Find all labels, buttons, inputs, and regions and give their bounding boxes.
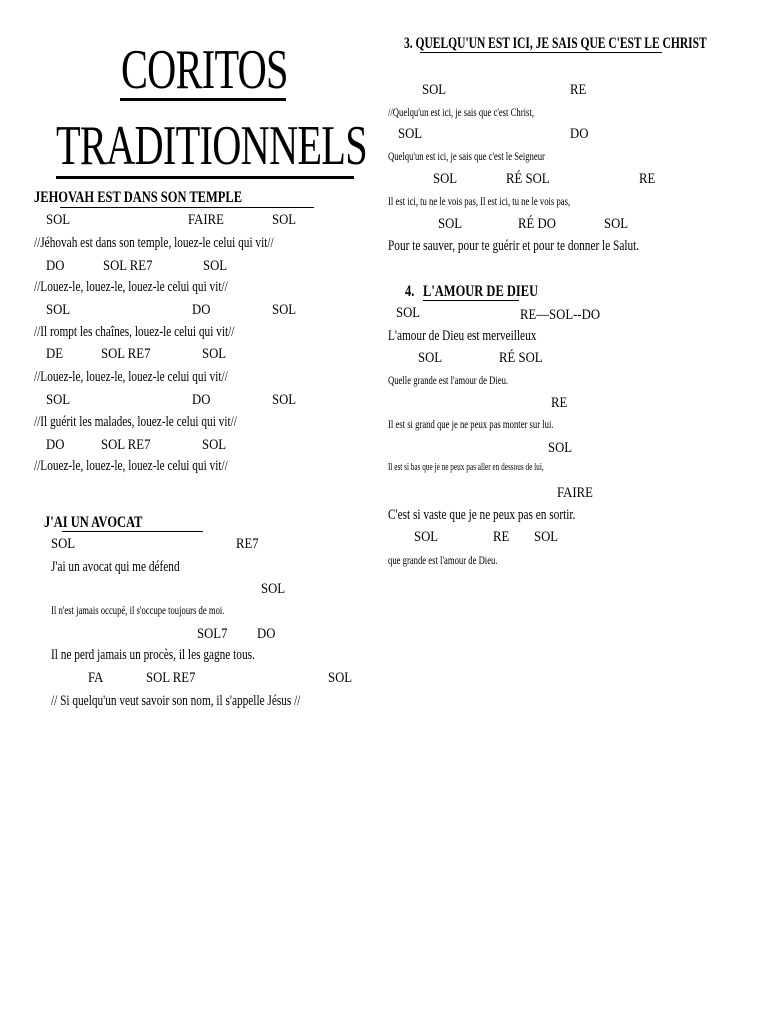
chord: DO: [192, 392, 211, 408]
chord: FA: [88, 670, 104, 686]
chord: RE: [493, 529, 510, 545]
chord: SOL RE7: [103, 258, 153, 274]
song-number: 4.: [405, 283, 415, 300]
lyric-line: //Il guérit les malades, louez-le celui qui vit//: [34, 414, 237, 430]
chord: RÉ SOL: [499, 350, 543, 366]
chord: DE: [46, 346, 63, 362]
chord: DO: [46, 258, 65, 274]
chord: SOL: [202, 437, 227, 453]
lyric-line: L'amour de Dieu est merveilleux: [388, 328, 537, 344]
chord: SOL: [418, 350, 443, 366]
chord: DO: [46, 437, 65, 453]
chord: RE: [570, 82, 587, 98]
chord: SOL: [272, 392, 297, 408]
chord: SOL: [604, 216, 629, 232]
chord: SOL: [414, 529, 439, 545]
song-heading: 3. QUELQU'UN EST ICI, JE SAIS QUE C'EST LE CHRIST: [404, 35, 707, 52]
chord: SOL: [272, 212, 297, 228]
heading-underline: [420, 52, 662, 53]
chord: SOL RE7: [146, 670, 196, 686]
song-heading: J'AI UN AVOCAT: [44, 514, 143, 531]
chord: SOL: [46, 302, 71, 318]
chord: SOL: [548, 440, 573, 456]
chord: SOL: [398, 126, 423, 142]
lyric-line: //Il rompt les chaînes, louez-le celui qui vit//: [34, 324, 235, 340]
title-line-1: CORITOS: [121, 39, 288, 101]
chord: SOL: [46, 392, 71, 408]
lyric-line: C'est si vaste que je ne peux pas en sortir.: [388, 507, 576, 523]
song-heading: JEHOVAH EST DANS SON TEMPLE: [34, 189, 243, 206]
chord: RÉ DO: [518, 216, 556, 232]
chord: RÉ SOL: [506, 171, 550, 187]
heading-underline: [60, 207, 314, 208]
chord: SOL: [396, 305, 421, 321]
heading-underline: [62, 531, 203, 532]
chord: SOL: [203, 258, 228, 274]
lyric-line: Quelle grande est l'amour de Dieu.: [388, 373, 509, 387]
song-heading: L'AMOUR DE DIEU: [423, 283, 539, 300]
chord: RE7: [236, 536, 259, 552]
chord: SOL: [328, 670, 353, 686]
title-underline-1: [120, 98, 286, 101]
lyric-line: //Louez-le, louez-le, louez-le celui qui vit//: [34, 279, 228, 295]
chord: RE—SOL--DO: [520, 307, 601, 323]
lyric-line: // Si quelqu'un veut savoir son nom, il s'appelle Jésus //: [51, 693, 301, 709]
chord: DO: [257, 626, 276, 642]
chord: SOL: [51, 536, 76, 552]
lyric-line: //Jéhovah est dans son temple, louez-le celui qui vit//: [34, 235, 274, 251]
lyric-line: Il est si grand que je ne peux pas monter sur lui.: [388, 417, 554, 431]
lyric-line: Il est ici, tu ne le vois pas, Il est ici, tu ne le vois pas,: [388, 194, 571, 208]
lyric-line: J'ai un avocat qui me défend: [51, 559, 180, 575]
chord: RE: [639, 171, 656, 187]
chord: SOL: [202, 346, 227, 362]
lyric-line: Il est si bas que je ne peux pas aller en dessous de lui,: [388, 461, 544, 473]
chord: SOL: [438, 216, 463, 232]
chord: FAIRE: [188, 212, 224, 228]
chord: SOL: [422, 82, 447, 98]
lyric-line: Il ne perd jamais un procès, il les gagne tous.: [51, 647, 255, 663]
chord: DO: [192, 302, 211, 318]
chord: DO: [570, 126, 589, 142]
lyric-line: Pour te sauver, pour te guérir et pour te donner le Salut.: [388, 238, 640, 254]
chord: SOL: [534, 529, 559, 545]
lyric-line: Quelqu'un est ici, je sais que c'est le Seigneur: [388, 149, 545, 163]
chord: SOL: [272, 302, 297, 318]
lyric-line: //Louez-le, louez-le, louez-le celui qui vit//: [34, 458, 228, 474]
chord: SOL RE7: [101, 437, 151, 453]
title-underline-2: [56, 176, 354, 179]
chord: SOL RE7: [101, 346, 151, 362]
lyric-line: que grande est l'amour de Dieu.: [388, 553, 498, 567]
title-line-2: TRADITIONNELS: [56, 115, 367, 177]
chord: SOL7: [197, 626, 228, 642]
chord: SOL: [46, 212, 71, 228]
lyric-line: Il n'est jamais occupé, il s'occupe toujours de moi.: [51, 603, 225, 617]
lyric-line: //Louez-le, louez-le, louez-le celui qui vit//: [34, 369, 228, 385]
chord: FAIRE: [557, 485, 593, 501]
lyric-line: //Quelqu'un est ici, je sais que c'est Christ,: [388, 105, 534, 119]
chord: SOL: [261, 581, 286, 597]
chord: RE: [551, 395, 568, 411]
chord: SOL: [433, 171, 458, 187]
heading-underline: [423, 300, 519, 301]
